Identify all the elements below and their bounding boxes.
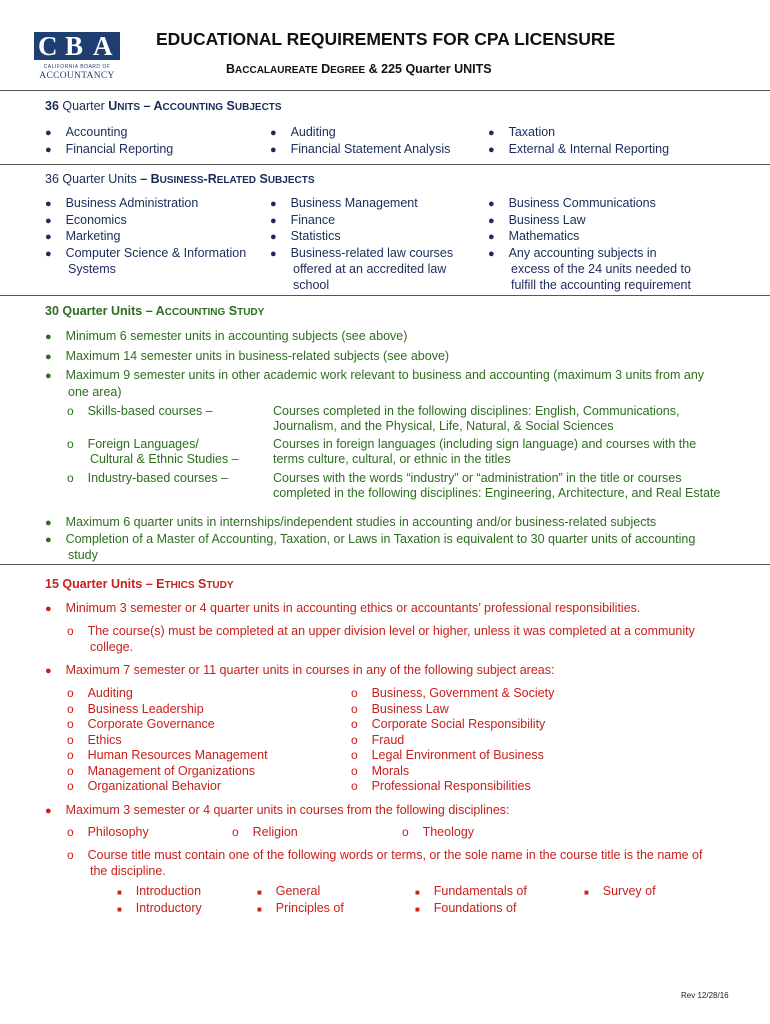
sublist-desc: completed in the following disciplines: Engineering, Architecture, and Real Estate (273, 486, 721, 500)
list-item: Business Communications (508, 196, 656, 210)
term-item: General (275, 884, 321, 898)
area-item: Corporate Governance (87, 717, 215, 731)
divider (0, 164, 770, 165)
accounting-study-bullets-2: ● Maximum 6 quarter units in internships/independent studies in accounting and/or business-related subjects ● Completion of a Master of Accounting, Taxation, or Laws in Taxation is equivalent to 30 quarter units of accounting study (45, 515, 696, 562)
term-item: Survey of (602, 884, 656, 898)
divider (0, 564, 770, 565)
list-item: Financial Reporting (65, 141, 174, 156)
sublist-label: Skills-based courses – (87, 404, 213, 418)
business-col1: ● Business Administration ● Economics ● Marketing ● Computer Science & Information Systems (45, 196, 247, 276)
ethics-areas-right: o Business, Government & Society o Business Law o Corporate Social Responsibility o Fraud o Legal Environment of Business o Morals o Professional Responsibilities (351, 686, 555, 793)
area-item: Business Law (371, 701, 449, 716)
list-item: Finance (290, 212, 336, 227)
list-item: Mathematics (508, 229, 580, 243)
list-item: Financial Statement Analysis (290, 141, 451, 156)
sublist-desc: Journalism, and the Physical, Life, Natural, & Social Sciences (273, 419, 614, 433)
logo-line2: ACCOUNTANCY (39, 71, 115, 81)
accounting-study-heading: 30 Quarter Units – ACCOUNTING STUDY (45, 304, 265, 318)
accounting-col2: ● Auditing ● Financial Statement Analysis (270, 125, 451, 156)
terms-col3: ■ Fundamentals of ■ Foundations of (415, 884, 527, 915)
business-col3: ● Business Communications ● Business Law ● Mathematics ● Any accounting subjects in excess of the 24 units needed to fulfill the accounting requirement (488, 196, 691, 292)
list-item-cont: fulfill the accounting requirement (511, 277, 691, 292)
area-item: Management of Organizations (87, 763, 256, 778)
list-item: Maximum 9 semester units in other academic work relevant to business and accounting (maximum 3 units from any (65, 368, 705, 382)
divider (0, 90, 770, 91)
list-item: Minimum 6 semester units in accounting subjects (see above) (65, 329, 408, 343)
business-col2: ● Business Management ● Finance ● Statistics ● Business-related law courses offered at an accredited law school (270, 196, 454, 292)
area-item: Organizational Behavior (87, 779, 222, 793)
page-title: EDUCATIONAL REQUIREMENTS FOR CPA LICENSURE (156, 29, 616, 49)
discipline-item: Theology (422, 825, 475, 839)
discipline-item: Philosophy (87, 825, 149, 839)
sublist-desc: terms culture, cultural, or ethnic in the titles (273, 452, 511, 466)
discipline-philosophy: o Philosophy (67, 825, 149, 839)
list-item-cont: one area) (68, 384, 122, 399)
sublist-desc: Courses with the words “industry” or “administration” in the title or courses (273, 471, 682, 485)
area-item: Legal Environment of Business (371, 748, 544, 762)
list-item: Taxation (508, 125, 556, 139)
list-item: Business Management (290, 196, 418, 210)
list-item: Economics (65, 212, 127, 227)
term-item: Introductory (135, 900, 202, 915)
sublist-item-cont: college. (90, 639, 134, 654)
area-item: Auditing (87, 686, 133, 700)
accounting-col3: ● Taxation ● External & Internal Reporting (488, 125, 670, 156)
list-item-cont: study (68, 548, 98, 562)
business-subjects-heading: 36 Quarter Units – BUSINESS-RELATED SUBJECTS (45, 172, 315, 186)
list-item: Business Law (508, 212, 586, 227)
list-item: Maximum 3 semester or 4 quarter units in courses from the following disciplines: (65, 803, 510, 817)
revision-date: Rev 12/28/16 (681, 991, 729, 1000)
logo-line1: CALIFORNIA BOARD OF (43, 64, 111, 70)
sublist-desc: Courses in foreign languages (including sign language) and courses with the (273, 437, 697, 451)
list-item: Business-related law courses (290, 245, 454, 260)
sublist-item: The course(s) must be completed at an upper division level or higher, unless it was completed at a community (87, 624, 695, 638)
sublist-item: Course title must contain one of the following words or terms, or the sole name in the course title is the name of (87, 848, 703, 862)
list-item: Auditing (290, 125, 336, 139)
sublist-desc: Courses completed in the following disciplines: English, Communications, (273, 404, 680, 418)
page-subtitle: BACCALAUREATE DEGREE & 225 Quarter UNITS (226, 62, 492, 76)
accounting-col1: ● Accounting ● Financial Reporting (45, 125, 174, 156)
ethics-areas-left: o Auditing o Business Leadership o Corporate Governance o Ethics o Human Resources Management o Management of Organizations o Organizational Behavior (67, 686, 268, 793)
term-item: Foundations of (433, 900, 517, 915)
list-item: Minimum 3 semester or 4 quarter units in accounting ethics or accountants’ professional responsibilities. (65, 601, 641, 615)
cba-logo (34, 30, 122, 86)
list-item: Marketing (65, 229, 121, 243)
discipline-religion: o Religion (232, 825, 298, 839)
area-item: Human Resources Management (87, 748, 268, 762)
ethics-b3: ● Maximum 3 semester or 4 quarter units in courses from the following disciplines: (45, 803, 510, 817)
course-title-rule: o Course title must contain one of the following words or terms, or the sole name in the course title is the name of the discipline. (67, 848, 703, 878)
area-item: Business, Government & Society (371, 686, 555, 700)
terms-col1: ■ Introduction ■ Introductory (117, 884, 202, 915)
list-item: Maximum 14 semester units in business-related subjects (see above) (65, 348, 450, 363)
discipline-theology: o Theology (402, 825, 475, 839)
accounting-subjects-heading: 36 Quarter UNITS – ACCOUNTING SUBJECTS (45, 99, 282, 113)
term-item: Principles of (275, 900, 344, 915)
term-item: Fundamentals of (433, 884, 527, 898)
terms-col2: ■ General ■ Principles of (257, 884, 344, 915)
area-item: Professional Responsibilities (371, 779, 531, 793)
list-item: Completion of a Master of Accounting, Taxation, or Laws in Taxation is equivalent to 30 quarter units of accounting (65, 531, 696, 546)
ethics-b2: ● Maximum 7 semester or 11 quarter units in courses in any of the following subject areas: (45, 663, 555, 677)
sublist-item-cont: the discipline. (90, 863, 166, 878)
sublist-label: Industry-based courses – (87, 471, 228, 485)
area-item: Corporate Social Responsibility (371, 717, 546, 731)
list-item-cont: offered at an accredited law (293, 262, 447, 276)
ethics-b1-sub: o The course(s) must be completed at an upper division level or higher, unless it was completed at a community college. (67, 624, 695, 654)
list-item: Accounting (65, 125, 128, 139)
list-item: Business Administration (65, 196, 199, 210)
list-item: Maximum 7 semester or 11 quarter units in courses in any of the following subject areas: (65, 663, 555, 677)
list-item-cont: excess of the 24 units needed to (511, 262, 691, 276)
area-item: Morals (371, 763, 410, 778)
terms-col4: ■ Survey of (584, 884, 656, 898)
list-item: Any accounting subjects in (508, 245, 657, 260)
ethics-study-heading: 15 Quarter Units – ETHICS STUDY (45, 577, 234, 591)
sublist-label: Foreign Languages/ (87, 437, 199, 451)
discipline-item: Religion (252, 825, 298, 839)
list-item-cont: Systems (68, 262, 116, 276)
sublist-label: Cultural & Ethnic Studies – (90, 452, 239, 466)
area-item: Fraud (371, 732, 405, 747)
list-item-cont: school (293, 277, 330, 292)
area-item: Business Leadership (87, 701, 204, 716)
logo-letters: C B A (34, 32, 120, 60)
list-item: External & Internal Reporting (508, 141, 670, 156)
accounting-study-bullets: ● Minimum 6 semester units in accounting subjects (see above) ● Maximum 14 semester units in business-related subjects (see above) ● Maximum 9 semester units in other academic work relevant to business and accounting (maximum 3 units from any one area) (45, 329, 705, 399)
ethics-b1: ● Minimum 3 semester or 4 quarter units in accounting ethics or accountants’ professional responsibilities. (45, 601, 641, 615)
list-item: Computer Science & Information (65, 245, 247, 260)
list-item: Statistics (290, 229, 341, 243)
area-item: Ethics (87, 732, 122, 747)
list-item: Maximum 6 quarter units in internships/independent studies in accounting and/or business-related subjects (65, 515, 657, 529)
term-item: Introduction (135, 884, 202, 898)
divider (0, 295, 770, 296)
